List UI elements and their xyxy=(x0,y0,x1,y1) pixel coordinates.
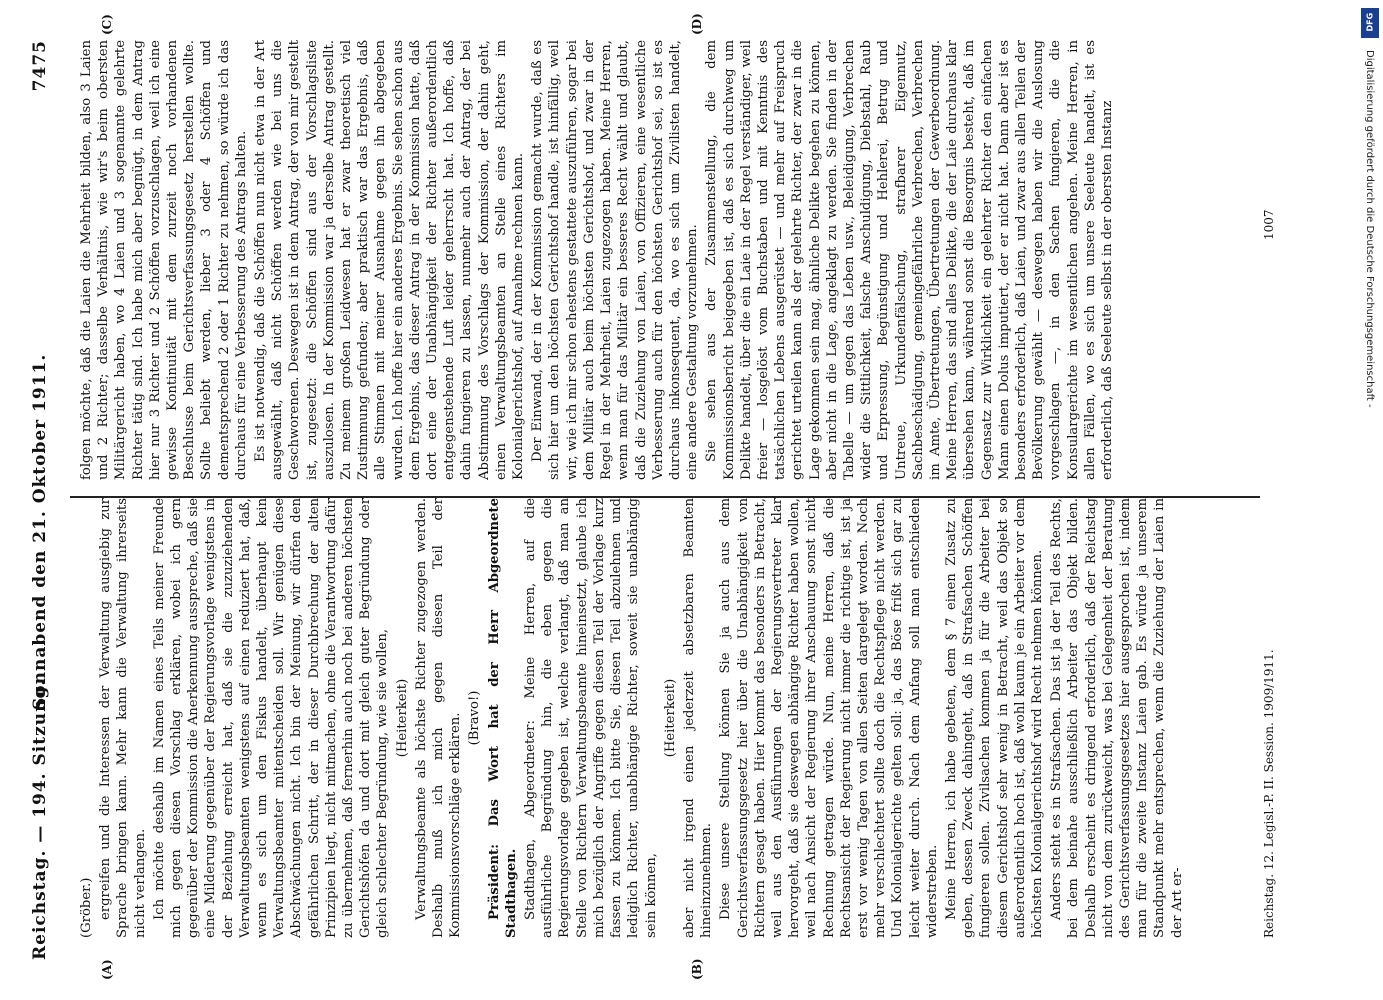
paragraph: Meine Herren, ich habe gebeten, dem § 7 einen Zusatz zu geben, dessen Zweck dahingeht, daß in Strafsachen Schöffen fungieren sollen. Zivilsachen kommen ja für die Arbeiter bei diesem Gerichtshof sehr wenig in Betracht, weil das Objekt so außerordentlich hoch ist, daß wohl kaum je ein Arbeiter vor dem höchsten Kolonialgerichtshof wird Recht nehmen können. xyxy=(943,498,1045,938)
column-left xyxy=(78,498,1258,938)
laughter-note: (Heiterkeit) xyxy=(394,678,410,758)
credit-text: Digitalisierung gefördert durch die Deutsche Forschungsgemeinschaft - xyxy=(1364,50,1375,408)
paragraph: Sie sehen aus der Zusammenstellung, die dem Kommissionsbericht beigegeben ist, daß es sich durchweg um Delikte handelt, über die ein Laie in der Regel verständiger, weil freier — losgelöst vom Buchstaben und mit Kenntnis des tatsächlichen Lebens ausgerüstet — und mehr auf Freispruch gerichtet urteilen kann als der gelehrte Richter, der zwar in die Lage gekommen sein mag, ähnliche Delikte begehen zu können, aber nicht in die Lage, angeklagt zu werden. Sie finden in der Tabelle — um gegen das Leben usw., Beleidigung, Verbrechen wider die Sittlichkeit, falsche Anschuldigung, Diebstahl, Raub und Erpressung, Begünstigung und Hehlerei, Betrug und Untreue, Urkundenfälschung, strafbarer Eigennutz, Sachbeschädigung, gemeingefährliche Verbrechen, Verbrechen im Amte, Übertretungen, Übertretungen der Gewerbeordnung. Meine Herren, das sind alles Delikte, die der Laie durchaus klar übersehen kann, während sonst die Besorgnis besteht, daß im Gegensatz zur Wirklichkeit ein gelehrter Richter den einfachen Mann einen Dolus imputiert, der er nicht hat. Dann aber ist es besonders erforderlich, daß Laien, und zwar aus allen Teilen der Bevölkerung gewählt — deswegen haben wir die Auslosung vorgeschlagen —, in den Sachen fungieren, die die Konsulargerichte im wesentlichen angehen. Meine Herren, in allen Fällen, wo es sich um unsere Seeleute handelt, ist es erforderlich, daß Seeleute selbst in der obersten Instanz xyxy=(704,40,1115,480)
footer-session: Reichstag. 12. Legisl.-P. II. Session. 1909/1911. xyxy=(1262,649,1276,938)
footer-sheet-number: 1007 xyxy=(1262,209,1276,240)
header-left: Reichstag. — 194. Sitzung. xyxy=(30,678,50,960)
paragraph: ergreifen und die Interessen der Verwaltung ausgiebig zur Sprache bringen kann. Mehr kann die Verwaltung ihrerseits nicht verlangen. xyxy=(98,498,148,938)
margin-mark-d: (D) xyxy=(690,13,704,35)
paragraph: Diese unsere Stellung können Sie ja auch aus dem Gerichtsverfassungsgesetz hier über die Unabhängigkeit von Richtern gesagt haben. Hier kommt das besonders in Betracht, weil aus den Ausführungen der Regierungsvertreter klar hervorgeht, daß sie deswegen abhängige Richter haben wollen, weil nach Ansicht der Regierung ihrer Anschauung sonst nicht Rechnung getragen würde. Nun, meine Herren, daß die Rechtsansicht der Regierung nicht immer die richtige ist, ist ja erst vor wenig Tagen von allen Seiten dargelegt worden. Noch mehr verschlechtert sollte doch die Rechtspflege nicht werden. Und Kolonialgerichte gelten soll: ja, das Böse frißt sich gar zu leicht weiter durch. Nach dem Anfang soll man entschieden widerstreben. xyxy=(718,498,940,938)
speaker-note: (Gröber.) xyxy=(79,877,94,938)
margin-mark-c: (C) xyxy=(100,14,114,35)
margin-mark-b: (B) xyxy=(690,958,704,980)
paragraph: folgen möchte, daß die Laien die Mehrheit bilden, also 3 Laien und 2 Richter; dasselbe Verhältnis, wie wir's beim obersten Militärgericht haben, wo 4 Laien und 3 sogenannte gelehrte Richter tätig sind. Ich habe mich aber begnügt, in dem Antrag hier nur 3 Richter und 2 Schöffen vorzuschlagen, weil ich eine gewisse Kontinuität mit dem zurzeit noch vorhandenen Beschlusse beim Gerichtsverfassungsgesetz herstellen wollte. Sollte beliebt werden, lieber 3 oder 4 Schöffen und dementsprechend 2 oder 1 Richter zu nehmen, so würde ich das durchaus für eine Verbesserung des Antrags halten. xyxy=(79,40,249,480)
dfg-logo xyxy=(1361,8,1379,38)
page-number: 7475 xyxy=(30,40,50,92)
bravo-note: (Bravo!) xyxy=(467,690,483,746)
president-line: Präsident: Das Wort hat der Herr Abgeordnete Stadthagen. xyxy=(486,498,519,938)
header-center: Sonnabend den 21. Oktober 1911. xyxy=(30,353,50,710)
paragraph: Es ist notwendig, daß die Schöffen nun nicht etwa in der Art ausgewählt, daß nicht Schöffen werden wie bei uns die Geschworenen. Deswegen ist in dem Antrag, der von mir gestellt ist, zugesetzt: die Schöffen sind aus der Vorschlagsliste auszulosen. In der Kommission war ja derselbe Antrag gestellt. Zu meinem großen Leidwesen hat er zwar theoretisch viel Zustimmung gefunden; aber praktisch war das Ergebnis, daß alle Stimmen mit meiner Ausnahme gegen ihn abgegeben wurden. Ich hoffe hier ein anderes Ergebnis. Sie sehen schon aus dem Ergebnis, das dieser Antrag in der Kommission hatte, daß dort eine der Unabhängigkeit der Richter außerordentlich entgegenstehende Luft leider geherrscht hat. Ich hoffe, daß dahin fungieren zu lassen, nunmehr auch der Antrag, der bei Abstimmung des Vorschlags der Kommission, der dahin geht, einen Verwaltungsbeamten an Stelle eines Richters im Kolonialgerichtshof, auf Annahme rechnen kann. xyxy=(253,40,527,480)
margin-mark-a: (A) xyxy=(100,959,114,980)
paragraph: Anders steht es in Strafsachen. Das ist ja der Teil des Rechts, bei dem beinahe ausschließlich Arbeiter das Objekt bilden. Deshalb erscheint es dringend erforderlich, daß der Reichstag nicht von dem zurückweicht, was bei Gelegenheit der Beratung des Gerichtsverfassungsgesetzes hier ausgesprochen ist, indem man für die zweite Instanz Laien gab. Es würde ja unserem Standpunkt mehr entsprechen, wenn die Zuziehung der Laien in der Art er- xyxy=(1049,498,1185,938)
paragraph: Der Einwand, der in der Kommission gemacht wurde, daß es sich hier um den höchsten Gerichtshof handle, ist hinfällig, weil wir, wie ich mir schon ehestens gestattete auszuführen, sogar bei dem Militär auch beim höchsten Gerichtshof, und zwar in der Regel in der Mehrheit, Laien zugezogen haben. Meine Herren, wenn man für das Militär ein besseres Recht wählt und glaubt, daß die Zuziehung von Laien, von Offizieren, eine wesentliche Verbesserung auch für den höchsten Gerichtshof sei, so ist es durchaus inkonsequent, da, wo es sich um Zivilisten handelt, eine andere Gestaltung vorzunehmen. xyxy=(530,40,701,480)
laughter-note: (Heiterkeit) xyxy=(662,678,678,758)
column-right xyxy=(78,40,1258,480)
paragraph: aber nicht irgend einen jederzeit absetzbaren Beamten hineinzunehmen. xyxy=(681,498,715,938)
paragraph: Ich möchte deshalb im Namen eines Teils meiner Freunde mich gegen diesen Vorschlag erklären, wobei ich gern gegenüber der Kommission die Anerkennung ausspreche, daß sie eine Milderung gegenüber der Regierungsvorlage wenigstens in der Beziehung erreicht hat, daß sie die zuzuziehenden Verwaltungsbeamten wenigstens auf einen reduziert hat, daß, wenn es sich um den Fiskus handelt, überhaupt kein Verwaltungsbeamter mitentscheiden soll. Wir genügen diese Abschwächungen nicht. Ich bin der Meinung, wir dürfen den gefährlichen Schritt, der in dieser Durchbrechung der alten Prinzipien liegt, nicht mitmachen, ohne die Verantwortung dafür zu übernehmen, daß fernerhin auch noch bei anderen höchsten Gerichtshöfen da und dort mit gleich guter Begründung oder gleich schlechter Begründung, wie sie wollen, xyxy=(151,498,391,938)
paragraph: Verwaltungsbeamte als höchste Richter zugezogen werden. Deshalb muß ich mich gegen diesen Teil der Kommissionsvorschläge erklären. xyxy=(413,498,464,938)
page-header xyxy=(30,40,60,960)
digitization-credit xyxy=(1361,10,1377,670)
dfg-logo-text: DFG xyxy=(1365,12,1375,32)
paragraph: Stadthagen, Abgeordneter: Meine Herren, auf die ausführliche Begründung hin, die eben gegen die Regierungsvorlage gegeben ist, welche verlangt, daß man an Stelle von Richtern Verwaltungsbeamte hineinsetzt, glaube ich mich bezüglich der Angriffe gegen diesen Teil der Vorlage kurz fassen zu können. Ich bitte Sie, diesen Teil abzulehnen und lediglich Richter, unabhängige Richter, soweit sie unabhängig sein können, xyxy=(523,498,659,938)
